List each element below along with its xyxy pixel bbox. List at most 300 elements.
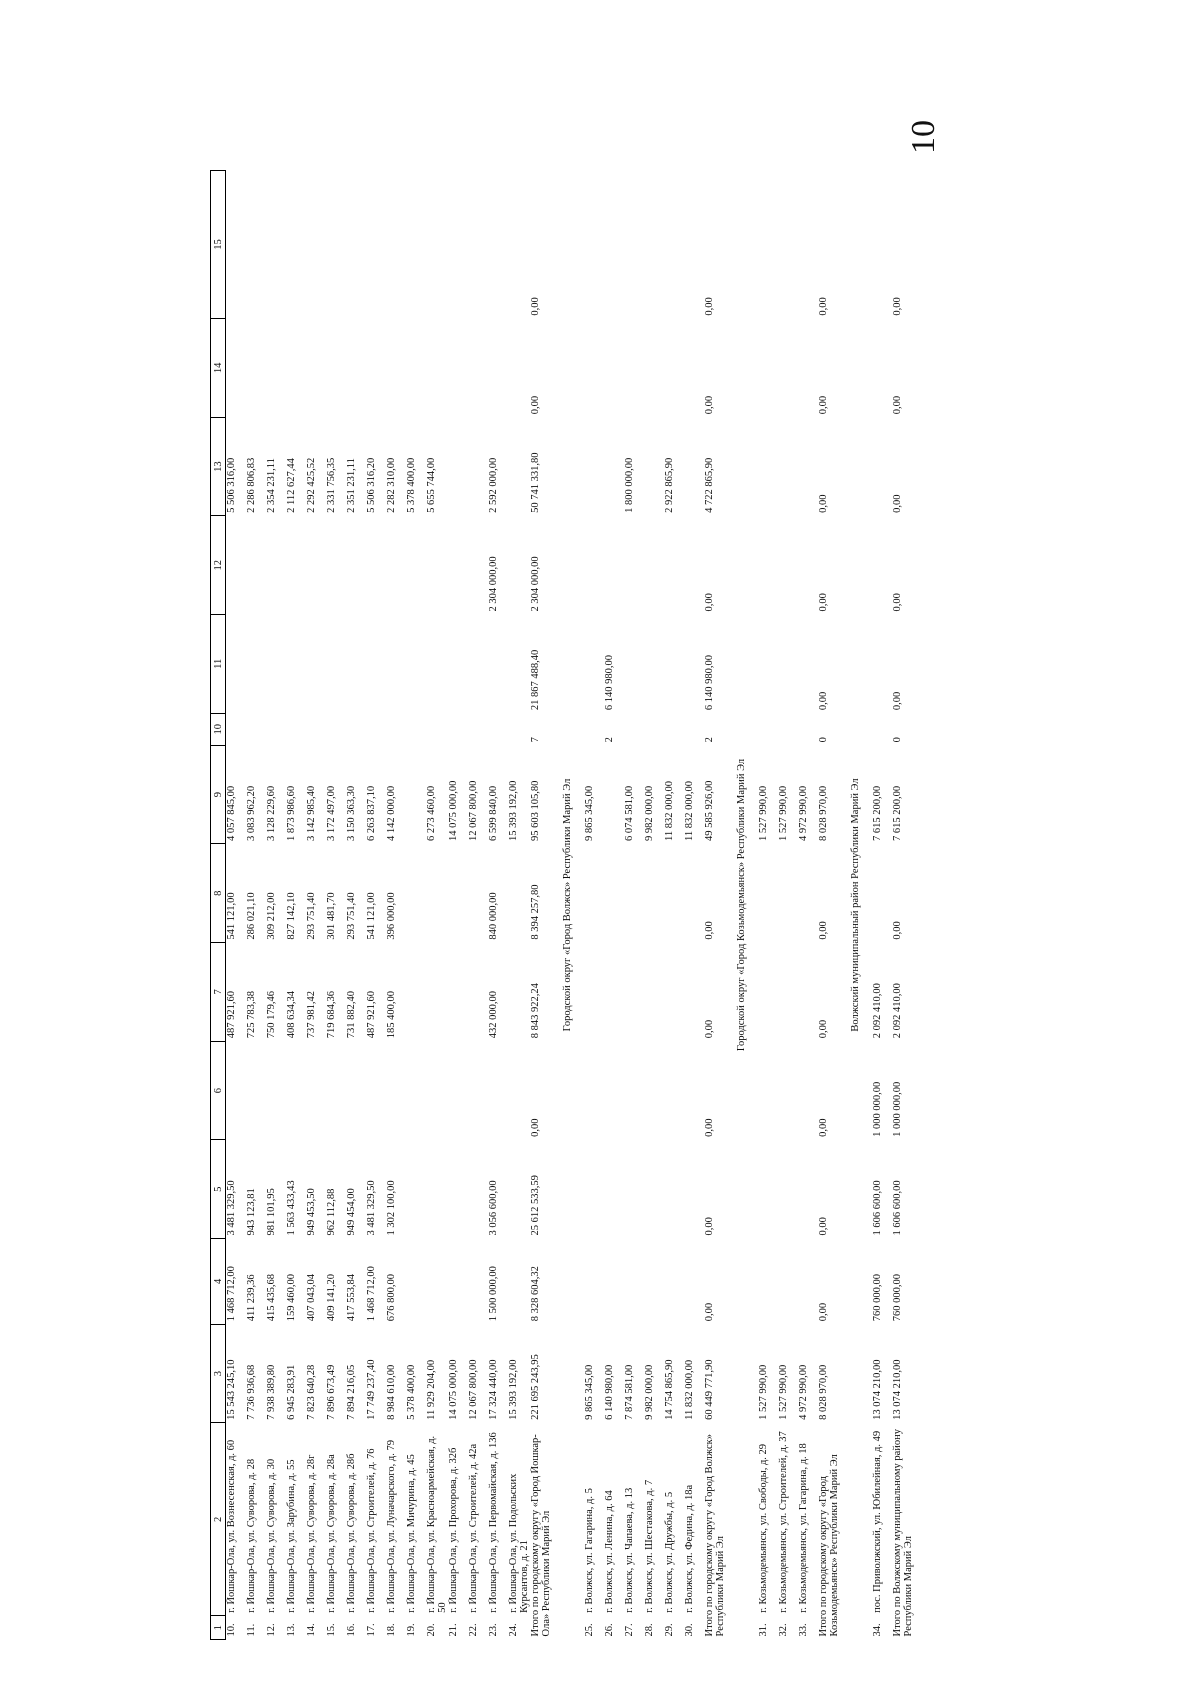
table-cell: 1 527 990,00 xyxy=(778,785,789,841)
table-cell xyxy=(366,615,386,714)
table-cell xyxy=(508,713,530,745)
table-cell: 6 140 980,00 xyxy=(604,655,615,711)
table-cell xyxy=(644,615,664,714)
table-cell: 1 527 990,00 xyxy=(758,1364,769,1420)
table-cell xyxy=(664,844,684,943)
address-cell: г. Волжск, ул. Федина, д. 18а xyxy=(684,1484,695,1613)
table-cell: 15 393 192,00 xyxy=(508,1359,519,1420)
table-header-row xyxy=(211,171,226,1640)
table-cell xyxy=(872,417,892,516)
table-cell: 95 603 105,80 xyxy=(530,780,541,841)
table-cell xyxy=(468,516,488,615)
address-cell: г. Йошкар-Ола, ул. Вознесенская, д. 60 xyxy=(226,1439,237,1613)
column-header: 2 xyxy=(211,1423,226,1616)
table-cell xyxy=(624,1041,644,1140)
table-cell xyxy=(758,713,778,745)
table-cell xyxy=(346,171,366,319)
table-cell: 1 606 600,00 xyxy=(872,1180,883,1236)
table-cell xyxy=(286,713,306,745)
table-cell: 1 000 000,00 xyxy=(892,1081,903,1137)
table-row xyxy=(326,171,346,1640)
table-cell: 1 302 100,00 xyxy=(386,1180,397,1236)
table-cell xyxy=(448,943,468,1042)
table-cell xyxy=(386,1041,406,1140)
address-cell: г. Йошкар-Ола, ул. Прохорова, д. 32б xyxy=(448,1447,459,1613)
table-cell: 0,00 xyxy=(530,297,541,316)
table-row xyxy=(468,171,488,1640)
table-cell: 13 074 210,00 xyxy=(892,1359,903,1420)
table-cell xyxy=(758,417,778,516)
table-cell: 760 000,00 xyxy=(892,1274,903,1322)
row-number: 31. xyxy=(758,1623,769,1637)
table-cell: 487 921,60 xyxy=(366,990,377,1039)
table-cell: 0,00 xyxy=(530,1118,541,1137)
table-cell: 8 328 604,32 xyxy=(530,1266,541,1322)
table-cell xyxy=(448,1140,468,1239)
table-cell: 0,00 xyxy=(892,593,903,612)
table-cell xyxy=(468,1239,488,1325)
table-cell xyxy=(778,319,798,418)
table-cell xyxy=(246,319,266,418)
address-cell: г. Йошкар-Ола, ул. Зарубина, д. 55 xyxy=(286,1459,297,1613)
table-cell xyxy=(426,615,448,714)
table-cell xyxy=(246,615,266,714)
table-cell xyxy=(346,1041,366,1140)
table-cell: 0,00 xyxy=(818,1019,829,1039)
table-cell xyxy=(448,417,468,516)
table-cell xyxy=(448,615,468,714)
table-cell xyxy=(798,319,818,418)
table-row xyxy=(778,171,798,1640)
table-cell: 3 128 229,60 xyxy=(266,785,277,841)
table-cell: 396 000,00 xyxy=(386,892,397,940)
table-cell: 221 695 243,95 xyxy=(530,1354,541,1420)
table-row xyxy=(448,171,468,1640)
row-number: 24. xyxy=(508,1623,519,1637)
table-cell xyxy=(226,713,247,745)
table-cell xyxy=(664,713,684,745)
table-cell: 0,00 xyxy=(818,691,829,711)
table-row xyxy=(246,171,266,1640)
table-cell xyxy=(246,171,266,319)
table-row xyxy=(366,171,386,1640)
table-cell: 3 172 497,00 xyxy=(326,785,337,841)
table-cell xyxy=(306,516,326,615)
table-cell: 1 563 433,43 xyxy=(286,1180,297,1236)
table-cell xyxy=(798,1239,818,1325)
district-heading-row xyxy=(562,171,584,1640)
row-number: 17. xyxy=(366,1623,377,1637)
table-row xyxy=(266,171,286,1640)
table-cell: 7 894 216,05 xyxy=(346,1364,357,1420)
table-cell xyxy=(468,713,488,745)
row-number: 32. xyxy=(778,1623,789,1637)
table-cell: 60 449 771,90 xyxy=(704,1359,715,1420)
table-cell xyxy=(426,1140,448,1239)
table-cell: 2 292 425,52 xyxy=(306,457,317,513)
table-cell: 3 150 363,30 xyxy=(346,785,357,841)
row-number: 15. xyxy=(326,1623,337,1637)
table-cell: 676 800,00 xyxy=(386,1274,397,1322)
table-cell: 541 121,00 xyxy=(226,892,237,940)
table-cell: 0 xyxy=(892,737,903,743)
table-cell xyxy=(584,844,604,943)
column-header: 11 xyxy=(211,615,226,714)
table-cell xyxy=(448,1239,468,1325)
table-cell xyxy=(604,1239,624,1325)
table-cell xyxy=(326,516,346,615)
table-cell xyxy=(778,943,798,1042)
table-cell: 0,00 xyxy=(530,395,541,415)
table-cell: 737 981,42 xyxy=(306,990,317,1039)
table-cell xyxy=(266,319,286,418)
table-cell xyxy=(386,171,406,319)
table-cell xyxy=(426,844,448,943)
table-cell xyxy=(684,516,704,615)
row-number: 12. xyxy=(266,1623,277,1637)
table-cell xyxy=(584,171,604,319)
table-cell: 487 921,60 xyxy=(226,990,237,1039)
table-row xyxy=(664,171,684,1640)
table-cell: 7 xyxy=(530,737,541,743)
table-cell xyxy=(326,319,346,418)
row-number: 18. xyxy=(386,1623,397,1637)
table-cell xyxy=(604,171,624,319)
table-cell: 8 028 970,00 xyxy=(818,1364,829,1420)
table-cell: 2 092 410,00 xyxy=(872,983,883,1039)
table-cell xyxy=(778,1140,798,1239)
table-cell xyxy=(644,171,664,319)
table-row xyxy=(426,171,448,1640)
table-cell xyxy=(468,943,488,1042)
table-cell xyxy=(488,171,508,319)
table-cell: 25 612 533,59 xyxy=(530,1175,541,1236)
table-cell: 0,00 xyxy=(704,1302,715,1322)
address-cell: г. Волжск, ул. Ленина, д. 64 xyxy=(604,1490,615,1613)
table-cell xyxy=(366,1041,386,1140)
address-cell: г. Волжск, ул. Шестакова, д. 7 xyxy=(644,1479,655,1613)
address-cell: г. Волжск, ул. Дружбы, д. 5 xyxy=(664,1491,675,1613)
table-cell: 0,00 xyxy=(818,1217,829,1236)
table-cell xyxy=(684,1239,704,1325)
table-cell: 2 922 865,90 xyxy=(664,457,675,513)
table-cell: 3 481 329,50 xyxy=(226,1180,237,1236)
table-cell xyxy=(406,516,426,615)
table-cell xyxy=(664,943,684,1042)
table-cell xyxy=(778,516,798,615)
table-cell xyxy=(758,516,778,615)
table-cell: 7 896 673,49 xyxy=(326,1364,337,1420)
table-cell xyxy=(508,1041,530,1140)
table-cell: 2 xyxy=(704,737,715,743)
table-cell xyxy=(508,319,530,418)
table-cell xyxy=(584,713,604,745)
district-heading: Городской округ «Город Козьмодемьянск» Республики Марий Эл xyxy=(736,758,747,1052)
table-cell xyxy=(266,1041,286,1140)
table-cell: 4 142 000,00 xyxy=(386,785,397,841)
row-number: 11. xyxy=(246,1623,257,1637)
address-cell: г. Волжск, ул. Чапаева, д. 13 xyxy=(624,1487,635,1613)
table-row xyxy=(286,171,306,1640)
table-cell xyxy=(872,516,892,615)
address-cell: г. Козьмодемьянск, ул. Гагарина, д. 18 xyxy=(798,1443,809,1613)
table-cell: 159 460,00 xyxy=(286,1274,297,1322)
column-header: 7 xyxy=(211,943,226,1042)
table-cell xyxy=(604,1140,624,1239)
column-header: 15 xyxy=(211,171,226,319)
table-cell: 14 075 000,00 xyxy=(448,780,459,841)
table-cell: 12 067 800,00 xyxy=(468,1359,479,1420)
table-row xyxy=(226,171,247,1640)
column-header: 5 xyxy=(211,1140,226,1239)
table-cell xyxy=(624,713,644,745)
table-cell: 13 074 210,00 xyxy=(872,1359,883,1420)
table-cell xyxy=(468,1041,488,1140)
table-cell xyxy=(644,319,664,418)
table-cell xyxy=(246,713,266,745)
table-cell xyxy=(872,615,892,714)
table-cell xyxy=(644,943,664,1042)
table-cell xyxy=(758,1041,778,1140)
table-cell xyxy=(604,844,624,943)
table-cell: 4 972 990,00 xyxy=(798,1364,809,1420)
address-cell: г. Йошкар-Ола, ул. Подольских Курсантов, д. 21 xyxy=(508,1473,530,1613)
table-cell xyxy=(684,171,704,319)
table-row xyxy=(584,171,604,1640)
table-cell: 17 324 440,00 xyxy=(488,1359,499,1420)
address-cell: г. Козьмодемьянск, ул. Свободы, д. 29 xyxy=(758,1443,769,1613)
table-cell: 0,00 xyxy=(892,297,903,316)
table-cell xyxy=(366,516,386,615)
table-cell xyxy=(624,615,644,714)
table-cell xyxy=(604,943,624,1042)
table-cell xyxy=(266,171,286,319)
table-cell xyxy=(346,319,366,418)
table-cell xyxy=(624,1140,644,1239)
table-cell xyxy=(872,171,892,319)
table-cell xyxy=(406,713,426,745)
table-cell xyxy=(584,1041,604,1140)
table-cell xyxy=(798,943,818,1042)
table-cell: 719 684,36 xyxy=(326,990,337,1039)
table-cell xyxy=(406,943,426,1042)
table-cell xyxy=(778,1239,798,1325)
table-cell xyxy=(226,1041,247,1140)
table-cell: 7 736 936,68 xyxy=(246,1364,257,1420)
table-cell xyxy=(286,319,306,418)
row-number: 16. xyxy=(346,1623,357,1637)
table-cell: 1 500 000,00 xyxy=(488,1266,499,1322)
table-cell xyxy=(584,516,604,615)
table-cell: 2 351 231,11 xyxy=(346,458,357,513)
table-cell xyxy=(286,171,306,319)
address-cell: г. Йошкар-Ола, ул. Строителей, д. 42а xyxy=(468,1443,479,1613)
total-label: Итого по городскому округу «Город Волжск» Республики Марий Эл xyxy=(704,1434,726,1637)
column-header: 14 xyxy=(211,319,226,418)
table-cell xyxy=(684,713,704,745)
table-cell xyxy=(306,1041,326,1140)
table-cell xyxy=(664,171,684,319)
table-cell: 7 615 200,00 xyxy=(892,785,903,841)
table-cell: 6 945 283,91 xyxy=(286,1364,297,1420)
table-cell: 408 634,34 xyxy=(286,990,297,1039)
table-cell: 9 865 345,00 xyxy=(584,1364,595,1420)
table-cell: 750 179,46 xyxy=(266,990,277,1039)
table-cell: 2 286 806,83 xyxy=(246,457,257,513)
table-cell: 301 481,70 xyxy=(326,892,337,940)
table-cell xyxy=(306,319,326,418)
table-row xyxy=(386,171,406,1640)
row-number: 27. xyxy=(624,1623,635,1637)
table-cell: 185 400,00 xyxy=(386,990,397,1039)
table-cell: 3 056 600,00 xyxy=(488,1180,499,1236)
table-cell: 949 454,00 xyxy=(346,1188,357,1236)
table-cell: 5 378 400,00 xyxy=(406,1364,417,1420)
table-cell xyxy=(508,615,530,714)
table-cell: 0,00 xyxy=(818,1302,829,1322)
table-cell xyxy=(306,615,326,714)
table-cell xyxy=(624,943,644,1042)
table-cell xyxy=(604,1041,624,1140)
table-cell: 962 112,88 xyxy=(326,1188,337,1236)
table-row xyxy=(624,171,644,1640)
table-cell xyxy=(758,171,778,319)
table-cell xyxy=(604,417,624,516)
table-row xyxy=(488,171,508,1640)
total-label: Итого по городскому округу «Город Йошкар-Ола» Республики Марий Эл xyxy=(530,1434,552,1637)
table-cell: 2 592 000,00 xyxy=(488,457,499,513)
table-cell xyxy=(872,713,892,745)
table-cell: 4 722 865,90 xyxy=(704,457,715,513)
table-cell xyxy=(426,943,448,1042)
table-cell: 0,00 xyxy=(818,395,829,415)
table-cell xyxy=(798,1140,818,1239)
table-cell: 5 378 400,00 xyxy=(406,457,417,513)
table-cell xyxy=(778,417,798,516)
table-cell: 949 453,50 xyxy=(306,1188,317,1236)
address-cell: г. Козьмодемьянск, ул. Строителей, д. 37 xyxy=(778,1431,789,1613)
table-cell xyxy=(872,319,892,418)
table-cell xyxy=(286,516,306,615)
table-cell: 1 527 990,00 xyxy=(758,785,769,841)
table-cell xyxy=(872,844,892,943)
table-cell: 11 929 204,00 xyxy=(426,1359,437,1420)
table-cell: 5 506 316,00 xyxy=(226,457,237,513)
column-header: 3 xyxy=(211,1324,226,1423)
table-cell xyxy=(406,1239,426,1325)
table-cell xyxy=(448,1041,468,1140)
table-cell xyxy=(584,615,604,714)
table-cell: 14 754 865,90 xyxy=(664,1359,675,1420)
table-cell xyxy=(386,713,406,745)
column-header: 6 xyxy=(211,1041,226,1140)
table-cell xyxy=(644,516,664,615)
table-cell xyxy=(508,171,530,319)
table-cell xyxy=(488,615,508,714)
table-cell: 1 873 986,60 xyxy=(286,785,297,841)
row-number: 20. xyxy=(426,1623,437,1637)
row-number: 13. xyxy=(286,1623,297,1637)
column-header: 1 xyxy=(211,1616,226,1640)
table-cell: 4 972 990,00 xyxy=(798,785,809,841)
total-label: Итого по городскому округу «Город Козьмодемьянск» Республики Марий Эл xyxy=(818,1454,840,1637)
table-cell: 4 057 845,00 xyxy=(226,785,237,841)
table-cell xyxy=(366,319,386,418)
table-cell: 8 984 610,00 xyxy=(386,1364,397,1420)
table-cell xyxy=(286,1041,306,1140)
table-cell: 8 028 970,00 xyxy=(818,785,829,841)
table-cell: 1 468 712,00 xyxy=(366,1266,377,1322)
table-cell xyxy=(624,1239,644,1325)
column-header: 4 xyxy=(211,1239,226,1325)
table-cell: 1 000 000,00 xyxy=(872,1081,883,1137)
total-row xyxy=(892,171,924,1640)
column-header: 13 xyxy=(211,417,226,516)
table-cell xyxy=(226,319,247,418)
table-cell xyxy=(798,171,818,319)
table-cell: 2 304 000,00 xyxy=(488,556,499,612)
table-cell xyxy=(684,319,704,418)
table-cell xyxy=(778,615,798,714)
row-number: 34. xyxy=(872,1623,883,1637)
table-cell: 415 435,68 xyxy=(266,1274,277,1322)
table-cell xyxy=(426,1239,448,1325)
table-cell: 2 331 756,35 xyxy=(326,457,337,513)
table-cell xyxy=(226,615,247,714)
table-cell xyxy=(684,1041,704,1140)
table-cell xyxy=(778,1041,798,1140)
table-cell xyxy=(406,615,426,714)
row-number: 22. xyxy=(468,1623,479,1637)
table-cell xyxy=(246,1041,266,1140)
table-cell xyxy=(584,1140,604,1239)
table-cell xyxy=(508,1140,530,1239)
table-cell: 6 273 460,00 xyxy=(426,785,437,841)
table-cell: 432 000,00 xyxy=(488,990,499,1039)
table-cell: 17 749 237,40 xyxy=(366,1359,377,1420)
row-number: 19. xyxy=(406,1623,417,1637)
table-cell xyxy=(604,319,624,418)
table-cell xyxy=(584,943,604,1042)
table-cell: 6 074 581,00 xyxy=(624,785,635,841)
table-cell xyxy=(758,943,778,1042)
district-heading: Волжский муниципальный район Республики Марий Эл xyxy=(850,778,861,1032)
table-cell: 725 783,38 xyxy=(246,990,257,1039)
table-cell xyxy=(684,844,704,943)
table-cell: 0,00 xyxy=(704,1118,715,1137)
table-cell: 0,00 xyxy=(818,1118,829,1137)
address-cell: г. Йошкар-Ола, ул. Мичурина, д. 45 xyxy=(406,1454,417,1613)
address-cell: г. Йошкар-Ола, ул. Луначарского, д. 79 xyxy=(386,1439,397,1613)
table-cell: 7 615 200,00 xyxy=(872,785,883,841)
table-cell: 0,00 xyxy=(704,1217,715,1236)
table-cell: 2 354 231,11 xyxy=(266,458,277,513)
row-number: 14. xyxy=(306,1623,317,1637)
total-row xyxy=(530,171,562,1640)
table-cell xyxy=(798,516,818,615)
table-cell xyxy=(758,319,778,418)
table-cell xyxy=(644,1041,664,1140)
row-number: 28. xyxy=(644,1623,655,1637)
table-cell: 0,00 xyxy=(892,494,903,513)
table-cell: 7 874 581,00 xyxy=(624,1364,635,1420)
row-number: 33. xyxy=(798,1623,809,1637)
table-cell: 409 141,20 xyxy=(326,1274,337,1322)
column-header: 9 xyxy=(211,745,226,844)
table-cell xyxy=(386,615,406,714)
table-cell xyxy=(758,1140,778,1239)
table-cell xyxy=(664,319,684,418)
